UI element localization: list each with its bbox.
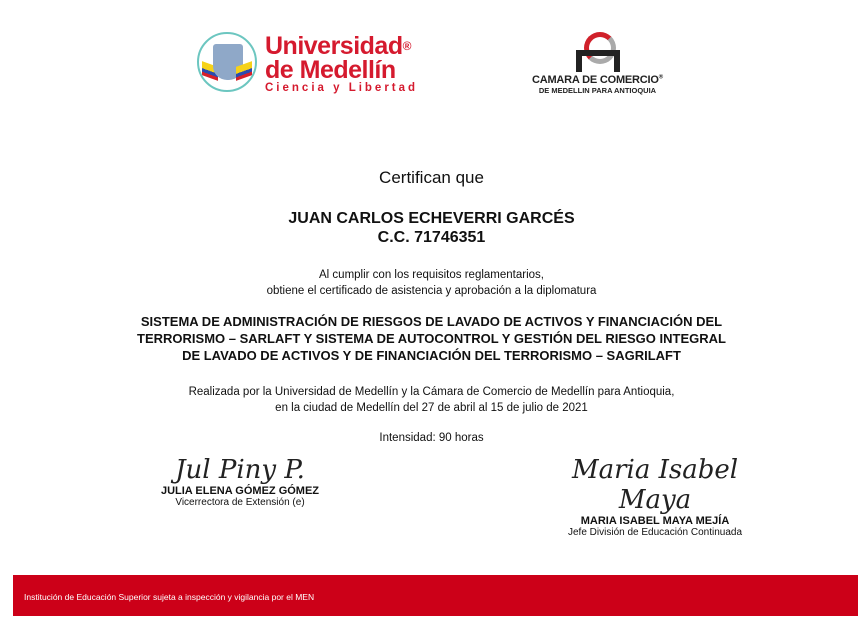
signature-block-2 — [550, 455, 760, 538]
signer-2-name: MARIA ISABEL MAYA MEJÍA — [580, 515, 730, 527]
chamber-emblem-icon — [576, 32, 620, 72]
signature-block-1 — [140, 455, 340, 508]
program-title: SISTEMA DE ADMINISTRACIÓN DE RIESGOS DE LAVADO DE ACTIVOS Y FINANCIACIÓN DEL TERRORISMO – SARLAFT Y SISTEMA DE AUTOCONTROL Y GESTIÓN DEL RIESGO INTEGRAL DE LAVADO DE ACTIVOS Y DE FINANCIACIÓN DEL TERRORISMO – SAGRILAFT — [137, 314, 726, 363]
university-seal-icon — [197, 32, 257, 92]
recipient-name: JUAN CARLOS ECHEVERRI GARCÉS — [288, 210, 575, 227]
recipient-block — [0, 209, 863, 247]
signature-2-image: Maria Isabel Maya — [571, 455, 739, 515]
university-name-line2: de Medellín — [265, 56, 396, 84]
university-name-line1: Universidad — [265, 32, 403, 60]
university-tagline: Ciencia y Libertad — [265, 82, 419, 94]
footer-band — [13, 575, 858, 616]
signer-1-name: JULIA ELENA GÓMEZ GÓMEZ — [160, 485, 320, 497]
recipient-id: C.C. 71746351 — [377, 229, 486, 246]
certify-intro: Certifican que — [379, 168, 484, 187]
requirements-text: Al cumplir con los requisitos reglamentarios, obtiene el certificado de asistencia y aprobación a la diplomatura — [266, 269, 597, 297]
realized-by-text: Realizada por la Universidad de Medellín y la Cámara de Comercio de Medellín para Antioquia, en la ciudad de Medellín del 27 de abril al 15 de julio de 2021 — [188, 386, 675, 414]
signer-2-role: Jefe División de Educación Continuada — [568, 527, 742, 538]
signature-1-image: Jul Piny P. — [175, 455, 305, 485]
universidad-de-medellin-logo: Universidad® de Medellín Ciencia y Libertad — [195, 30, 445, 100]
intensity: Intensidad: 90 horas — [379, 432, 484, 444]
camara-de-comercio-logo: CAMARA DE COMERCIO® DE MEDELLIN PARA ANTIOQUIA — [515, 32, 680, 100]
signer-1-role: Vicerrectora de Extensión (e) — [175, 497, 305, 508]
footer-text: Institución de Educación Superior sujeta a inspección y vigilancia por el MEN — [24, 592, 315, 602]
